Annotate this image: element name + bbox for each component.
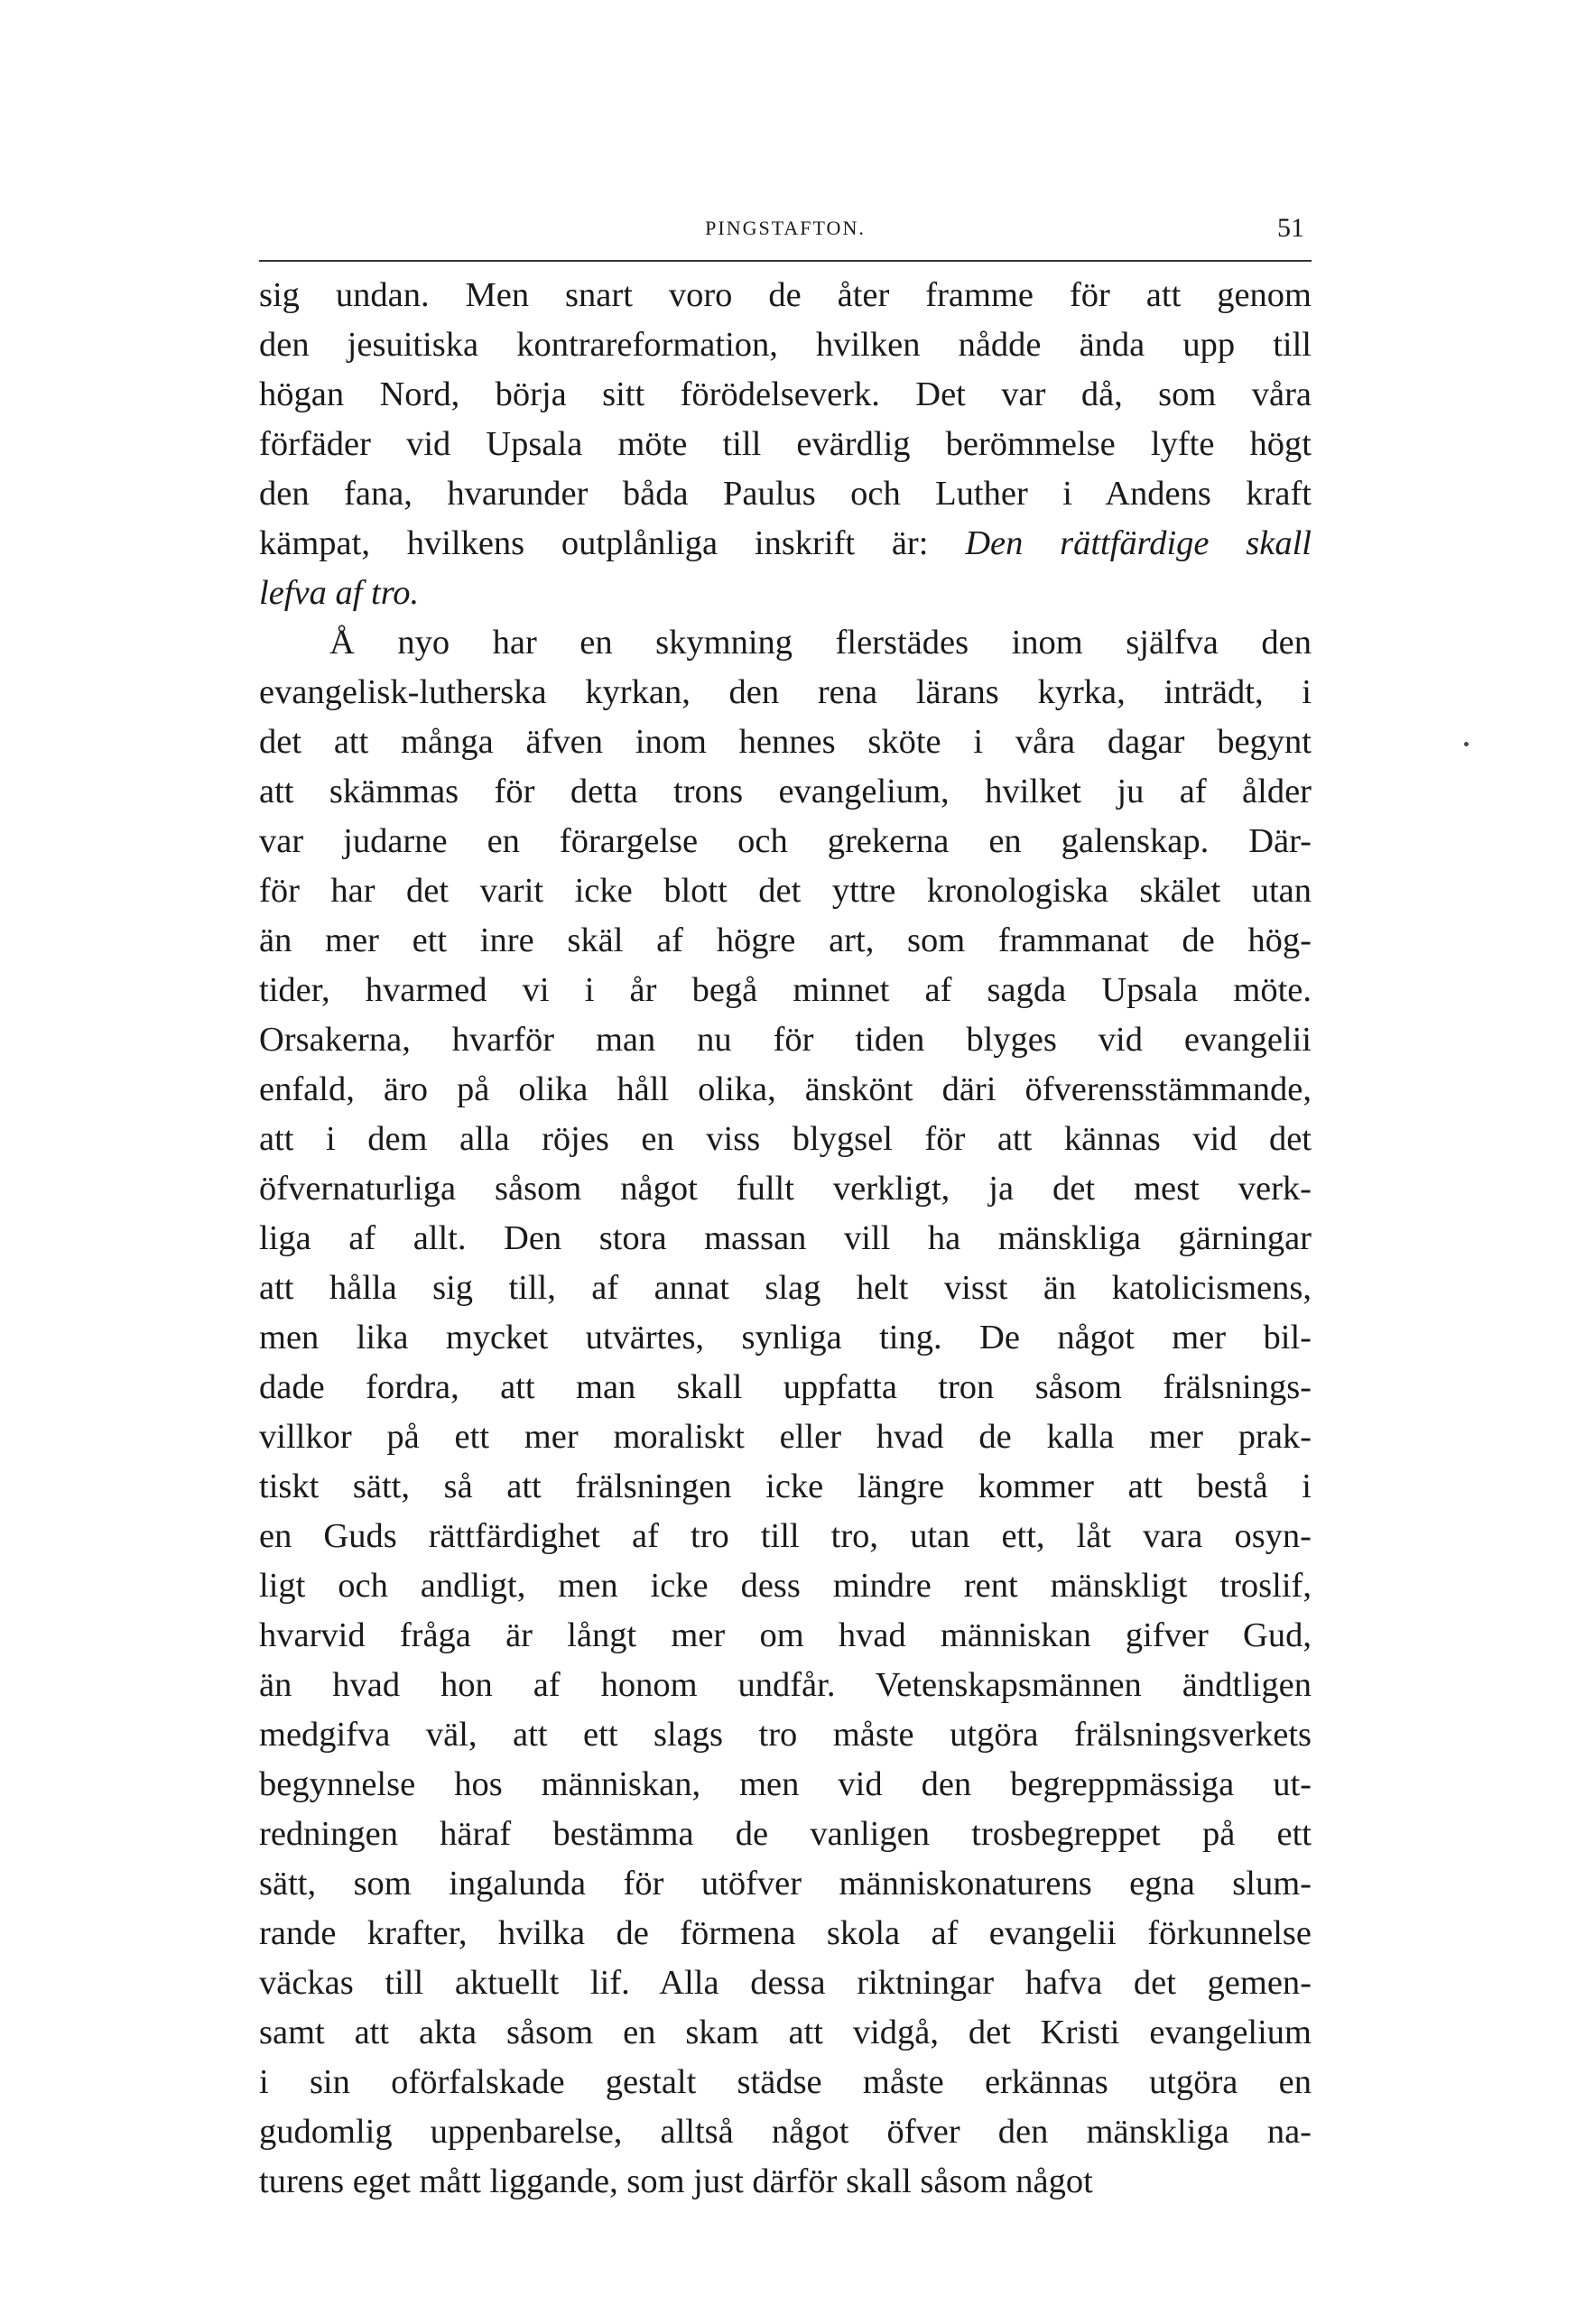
text-line: högan Nord, börja sitt förödelseverk. Det var då, som våra xyxy=(259,375,1312,413)
text-line: för har det varit icke blott det yttre kronologiska skälet utan xyxy=(259,872,1312,910)
page-header xyxy=(259,213,1312,253)
italic-quote: Den rättfärdige skall xyxy=(965,524,1312,562)
text-line: hvarvid fråga är långt mer om hvad människan gifver Gud, xyxy=(259,1616,1312,1654)
text-line: var judarne en förargelse och grekerna en galenskap. Där- xyxy=(259,822,1312,860)
text-line: redningen häraf bestämma de vanligen trosbegreppet på ett xyxy=(259,1815,1312,1853)
text-line: liga af allt. Den stora massan vill ha mänskliga gärningar xyxy=(259,1219,1312,1257)
text-line: att hålla sig till, af annat slag helt visst än katolicismens, xyxy=(259,1269,1312,1307)
text-line: enfald, äro på olika håll olika, änskönt däri öfverensstämmande, xyxy=(259,1070,1312,1108)
text-line: öfvernaturliga såsom något fullt verkligt, ja det mest verk- xyxy=(259,1170,1312,1208)
margin-speck xyxy=(1464,742,1469,746)
text-line: medgifva väl, att ett slags tro måste utgöra frälsningsverkets xyxy=(259,1716,1312,1754)
text-line-mixed xyxy=(259,519,1312,569)
text-line: den fana, hvarunder båda Paulus och Luther i Andens kraft xyxy=(259,475,1312,513)
text-line: turens eget mått liggande, som just därför skall såsom något xyxy=(259,2162,1093,2200)
text-line: det att många äfven inom hennes sköte i våra dagar begynt xyxy=(259,723,1312,761)
text-line: tider, hvarmed vi i år begå minnet af sagda Upsala möte. xyxy=(259,971,1312,1009)
text-line: än mer ett inre skäl af högre art, som frammanat de hög- xyxy=(259,921,1312,959)
text-line: dade fordra, att man skall uppfatta tron såsom frälsnings- xyxy=(259,1368,1312,1406)
text-line: Orsakerna, hvarför man nu för tiden blyges vid evangelii xyxy=(259,1021,1312,1059)
page-number: 51 xyxy=(1277,213,1304,243)
italic-quote-end: lefva af tro. xyxy=(259,574,420,612)
header-rule xyxy=(259,260,1312,262)
running-title: PINGSTAFTON. xyxy=(705,217,866,239)
text-line: samt att akta såsom en skam att vidgå, det Kristi evangelium xyxy=(259,2014,1312,2051)
text-line: villkor på ett mer moraliskt eller hvad de kalla mer prak- xyxy=(259,1418,1312,1456)
text-line: att i dem alla röjes en viss blygsel för att kännas vid det xyxy=(259,1120,1312,1158)
text-line: än hvad hon af honom undfår. Vetenskapsmännen ändtligen xyxy=(259,1666,1312,1704)
text-line: sig undan. Men snart voro de åter framme för att genom xyxy=(259,276,1312,314)
text-line: att skämmas för detta trons evangelium, hvilket ju af ålder xyxy=(259,773,1312,810)
text-line: en Guds rättfärdighet af tro till tro, utan ett, låt vara osyn- xyxy=(259,1517,1312,1555)
text-line: i sin oförfalskade gestalt städse måste erkännas utgöra en xyxy=(259,2063,1312,2101)
text-line: gudomlig uppenbarelse, alltså något öfver den mänskliga na- xyxy=(259,2113,1312,2151)
text-line: tiskt sätt, så att frälsningen icke längre kommer att bestå i xyxy=(259,1468,1312,1505)
text-line: ligt och andligt, men icke dess mindre rent mänskligt troslif, xyxy=(259,1567,1312,1605)
text-line-italic xyxy=(259,569,1312,618)
text-line: sätt, som ingalunda för utöfver människonaturens egna slum- xyxy=(259,1865,1312,1903)
text-line: begynnelse hos människan, men vid den begreppmässiga ut- xyxy=(259,1765,1312,1803)
text-line: den jesuitiska kontrareformation, hvilken nådde ända upp till xyxy=(259,326,1312,364)
text-line: väckas till aktuellt lif. Alla dessa riktningar hafva det gemen- xyxy=(259,1964,1312,2002)
paragraph-start-line: Å nyo har en skymning flerstädes inom själfva den xyxy=(329,624,1312,662)
text-line: rande krafter, hvilka de förmena skola af evangelii förkunnelse xyxy=(259,1914,1312,1952)
text-line: men lika mycket utvärtes, synliga ting. De något mer bil- xyxy=(259,1319,1312,1356)
text-line: evangelisk-lutherska kyrkan, den rena lärans kyrka, inträdt, i xyxy=(259,673,1312,711)
text-line: förfäder vid Upsala möte till evärdlig berömmelse lyfte högt xyxy=(259,425,1312,463)
body-text xyxy=(259,271,1312,2207)
text-fragment: kämpat, hvilkens outplånliga inskrift är: xyxy=(259,524,929,562)
